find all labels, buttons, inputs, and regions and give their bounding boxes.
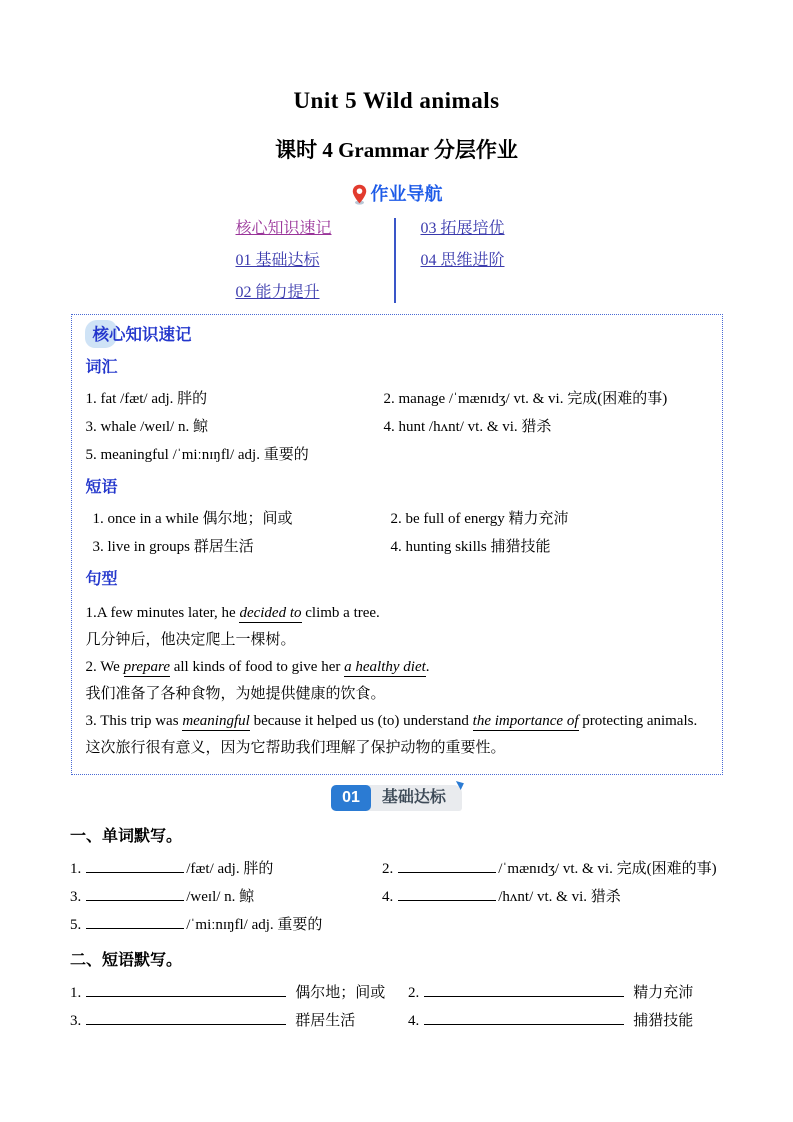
section-badge-wrap bbox=[0, 785, 793, 811]
nav-link-01-basics[interactable]: 01 基础达标 bbox=[235, 252, 320, 269]
nav-left-column bbox=[236, 218, 394, 303]
badge-number: 01 bbox=[331, 785, 371, 811]
vocab-item: 3. whale /weɪl/ n. 鲸 bbox=[85, 419, 208, 435]
phrase-item: 3. live in groups 群居生活 bbox=[92, 539, 254, 555]
nav-links bbox=[236, 218, 558, 303]
phrase-dictation-title: 二、短语默写。 bbox=[70, 952, 183, 969]
word-dictation-item: 4. /hʌnt/ vt. & vi. 猎杀 bbox=[382, 889, 621, 905]
nav-header-label: 作业导航 bbox=[370, 184, 443, 204]
page-subtitle: 课时 4 Grammar 分层作业 bbox=[275, 138, 518, 162]
section-badge bbox=[331, 785, 462, 811]
answer-blank bbox=[398, 859, 496, 873]
phrase-item: 2. be full of energy 精力充沛 bbox=[390, 511, 569, 527]
homework-nav-header bbox=[0, 183, 793, 205]
sentence-en: 2. We prepare all kinds of food to give her a healthy diet. bbox=[85, 659, 430, 675]
answer-blank bbox=[86, 1011, 286, 1025]
sentence-en: 3. This trip was meaningful because it helped us (to) understand the importance of protecting animals. bbox=[85, 713, 698, 729]
badge-label: 基础达标 bbox=[362, 785, 462, 811]
vocab-item: 1. fat /fæt/ adj. 胖的 bbox=[85, 391, 208, 407]
answer-blank bbox=[86, 859, 184, 873]
phrase-dictation-item: 4. 捕猎技能 bbox=[408, 1013, 694, 1029]
sentence-list bbox=[86, 603, 708, 758]
word-dictation-item: 3. /weɪl/ n. 鲸 bbox=[70, 889, 255, 905]
nav-link-02-ability[interactable]: 02 能力提升 bbox=[235, 284, 320, 301]
underlined-phrase: meaningful bbox=[182, 713, 250, 729]
nav-link-core-notes[interactable]: 核心知识速记 bbox=[235, 220, 332, 237]
answer-blank bbox=[424, 1011, 624, 1025]
phrase-list bbox=[86, 510, 708, 557]
answer-blank bbox=[86, 915, 184, 929]
page-title: Unit 5 Wild animals bbox=[293, 88, 500, 113]
vocab-item: 5. meaningful /ˈmiːnɪŋfl/ adj. 重要的 bbox=[85, 447, 309, 463]
phrases-section-title: 短语 bbox=[85, 479, 118, 496]
phrase-item: 4. hunting skills 捕猎技能 bbox=[390, 539, 551, 555]
word-dictation-item: 2. /ˈmænɪdʒ/ vt. & vi. 完成(困难的事) bbox=[382, 861, 717, 877]
underlined-phrase: decided to bbox=[239, 605, 302, 621]
phrase-dictation-list bbox=[70, 983, 723, 1031]
map-pin-icon bbox=[351, 184, 368, 205]
nav-link-04-thinking[interactable]: 04 思维进阶 bbox=[420, 252, 505, 269]
underlined-phrase: the importance of bbox=[472, 713, 579, 729]
phrase-dictation-item: 1. 偶尔地；间或 bbox=[70, 985, 386, 1001]
sentence-en: 1.A few minutes later, he decided to climb a tree. bbox=[85, 605, 380, 621]
sentence-zh: 几分钟后，他决定爬上一棵树。 bbox=[85, 632, 296, 648]
answer-blank bbox=[86, 887, 184, 901]
phrase-dictation-item: 2. 精力充沛 bbox=[408, 985, 694, 1001]
core-knowledge-box bbox=[71, 314, 723, 775]
sentence-zh: 我们准备了各种食物，为她提供健康的饮食。 bbox=[85, 686, 386, 702]
core-box-header bbox=[86, 325, 708, 345]
word-dictation-item: 1. /fæt/ adj. 胖的 bbox=[70, 861, 274, 877]
phrase-dictation-item: 3. 群居生活 bbox=[70, 1013, 356, 1029]
vocab-section-title: 词汇 bbox=[85, 359, 118, 376]
sentences-section-title: 句型 bbox=[85, 571, 118, 588]
sentence-zh: 这次旅行很有意义，因为它帮助我们理解了保护动物的重要性。 bbox=[85, 740, 506, 756]
nav-right-column bbox=[396, 218, 505, 303]
vocab-list bbox=[86, 390, 708, 465]
answer-blank bbox=[398, 887, 496, 901]
underlined-phrase: a healthy diet bbox=[344, 659, 426, 675]
core-box-header-label: 核心知识速记 bbox=[92, 326, 192, 344]
answer-blank bbox=[86, 983, 286, 997]
vocab-item: 2. manage /ˈmænɪdʒ/ vt. & vi. 完成(困难的事) bbox=[383, 391, 668, 407]
exercise-content bbox=[0, 827, 793, 1031]
answer-blank bbox=[424, 983, 624, 997]
word-dictation-item: 5. /ˈmiːnɪŋfl/ adj. 重要的 bbox=[70, 917, 323, 933]
nav-link-03-extension[interactable]: 03 拓展培优 bbox=[420, 220, 505, 237]
word-dictation-list bbox=[70, 859, 723, 935]
word-dictation-title: 一、单词默写。 bbox=[70, 828, 183, 845]
underlined-phrase: prepare bbox=[123, 659, 170, 675]
vocab-item: 4. hunt /hʌnt/ vt. & vi. 猎杀 bbox=[383, 419, 552, 435]
phrase-item: 1. once in a while 偶尔地；间或 bbox=[92, 511, 293, 527]
